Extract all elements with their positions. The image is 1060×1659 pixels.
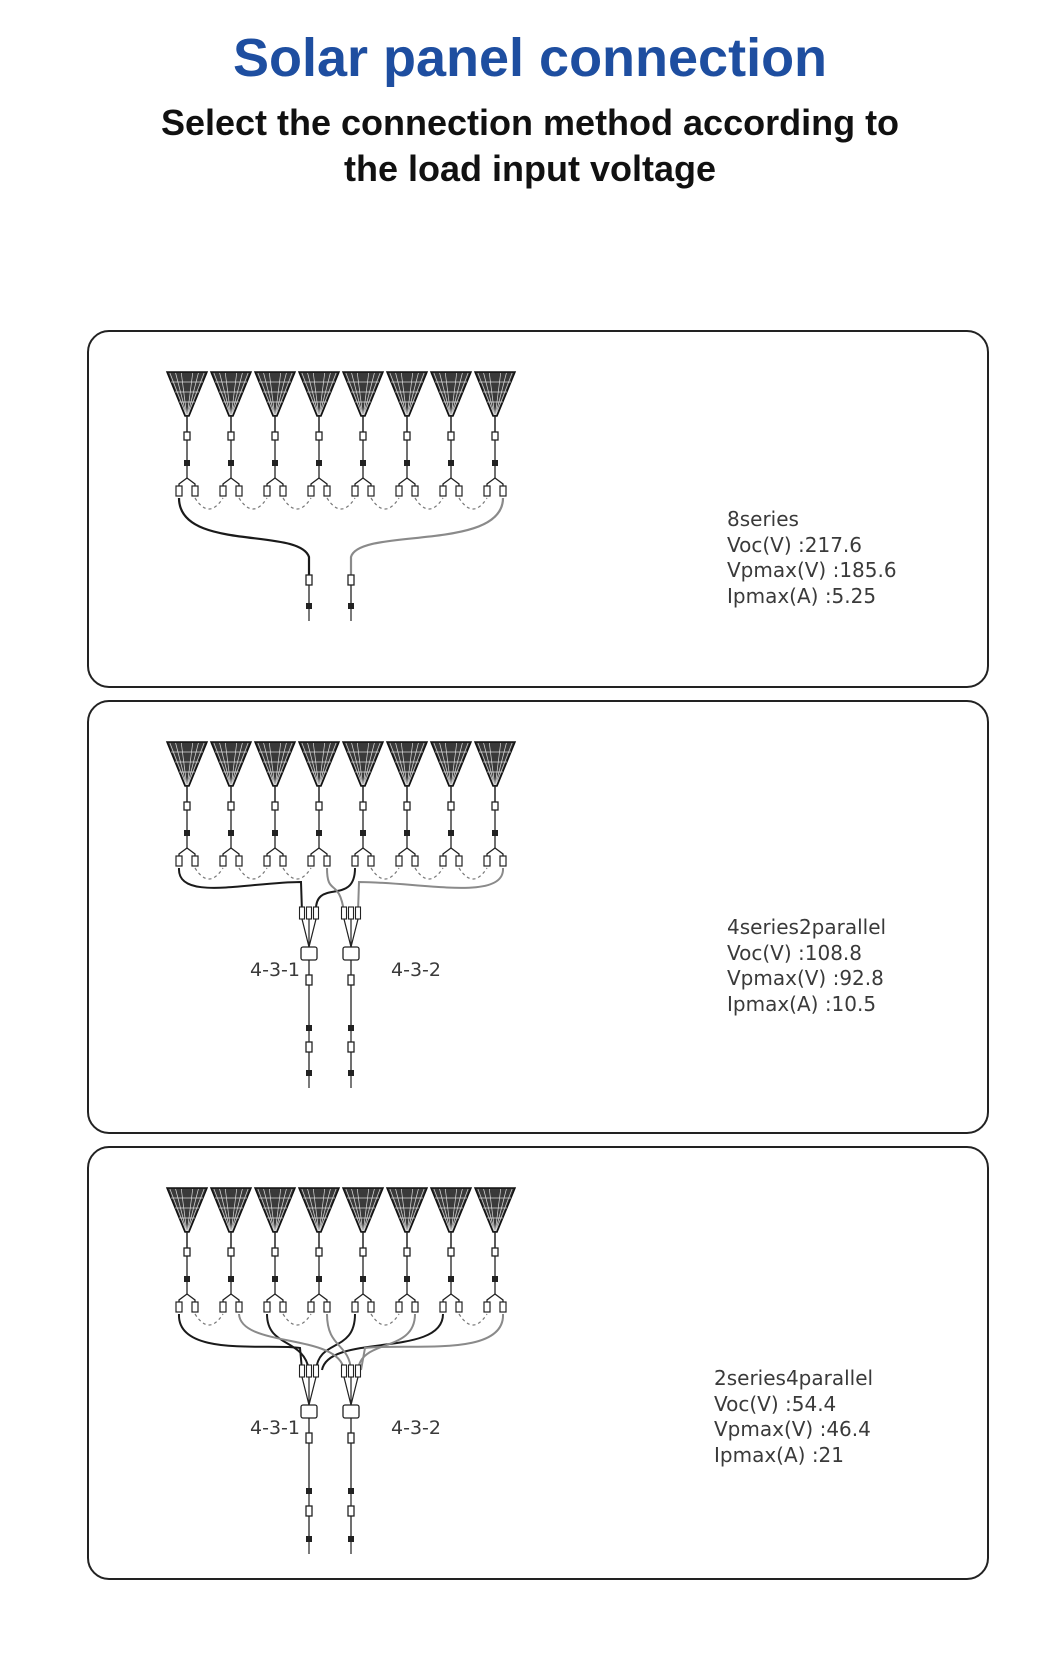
series-jumper [327, 498, 355, 509]
specs-block [714, 1366, 873, 1468]
series-jumper [459, 868, 487, 879]
page-title: Solar panel connection [232, 28, 828, 88]
spec-config: 2series4parallel [714, 1366, 874, 1390]
series-jumper [239, 498, 267, 509]
mc4-connector-icon [348, 975, 354, 1043]
branch-label-left: 4-3-1 [250, 1417, 300, 1439]
spec-config: 8series [727, 507, 799, 531]
mc4-connector-icon [306, 1042, 312, 1088]
subtitle-line-2: the load input voltage [343, 148, 716, 189]
solar-panel-icon [255, 1188, 295, 1312]
branch-connector-icon [300, 1365, 319, 1433]
solar-panel-icon [211, 1188, 251, 1312]
spec-voc: Voc(V) :54.4 [714, 1391, 837, 1416]
series-jumper [283, 498, 311, 509]
specs-block [727, 915, 886, 1017]
specs-block [727, 507, 897, 609]
spec-voc: Voc(V) :108.8 [727, 940, 862, 965]
series-jumper [371, 498, 399, 509]
solar-panel-icon [299, 742, 339, 866]
series-jumper [283, 868, 311, 879]
mc4-connector-icon [348, 575, 354, 621]
solar-panel-icon [167, 1188, 207, 1312]
solar-panel-icon [387, 742, 427, 866]
diagram-card-8series [87, 330, 989, 688]
series-jumper [415, 868, 443, 879]
series-jumper [415, 498, 443, 509]
solar-panel-icon [431, 1188, 471, 1312]
solar-panel-icon [255, 372, 295, 496]
series-jumper [239, 868, 267, 879]
spec-vpmax: Vpmax(V) :92.8 [727, 966, 884, 990]
series-jumper [195, 868, 223, 879]
solar-panel-icon [343, 372, 383, 496]
branch-connector-icon [342, 907, 361, 975]
series-jumper [195, 498, 223, 509]
series-jumper [283, 1314, 311, 1325]
series-jumper [459, 1314, 487, 1325]
diagram-card-4series2parallel [87, 700, 989, 1134]
solar-panel-icon [167, 742, 207, 866]
mc4-connector-icon [348, 1042, 354, 1088]
mc4-connector-icon [306, 1506, 312, 1554]
solar-panel-icon [167, 372, 207, 496]
branch-label-left: 4-3-1 [250, 959, 300, 981]
branch-connector-icon [300, 907, 319, 975]
solar-panel-icon [475, 372, 515, 496]
solar-panel-icon [431, 372, 471, 496]
spec-config: 4series2parallel [727, 915, 887, 939]
solar-panel-icon [387, 372, 427, 496]
solar-panel-icon [299, 1188, 339, 1312]
solar-panel-icon [475, 1188, 515, 1312]
spec-ipmax: Ipmax(A) :5.25 [727, 583, 877, 608]
series-jumper [371, 1314, 399, 1325]
solar-panel-icon [299, 372, 339, 496]
solar-panel-icon [475, 742, 515, 866]
mc4-connector-icon [348, 1506, 354, 1554]
solar-panel-icon [343, 1188, 383, 1312]
solar-panel-icon [255, 742, 295, 866]
mc4-connector-icon [306, 1433, 312, 1506]
solar-panel-icon [211, 742, 251, 866]
series-jumper [459, 498, 487, 509]
series-jumper [195, 1314, 223, 1325]
mc4-connector-icon [306, 575, 312, 621]
diagram-card-2series4parallel [87, 1146, 989, 1580]
spec-vpmax: Vpmax(V) :185.6 [727, 558, 897, 582]
spec-ipmax: Ipmax(A) :10.5 [727, 991, 877, 1016]
mc4-connector-icon [348, 1433, 354, 1506]
page-subtitle [0, 100, 1060, 192]
spec-ipmax: Ipmax(A) :21 [714, 1442, 844, 1467]
branch-label-right: 4-3-2 [391, 959, 441, 981]
branch-connector-icon [342, 1365, 361, 1433]
solar-panel-icon [343, 742, 383, 866]
branch-label-right: 4-3-2 [391, 1417, 441, 1439]
solar-panel-icon [211, 372, 251, 496]
solar-panel-icon [387, 1188, 427, 1312]
solar-panel-icon [431, 742, 471, 866]
subtitle-line-1: Select the connection method according to [160, 102, 900, 143]
mc4-connector-icon [306, 975, 312, 1043]
spec-voc: Voc(V) :217.6 [727, 532, 862, 557]
wiring-diagram-2series4parallel [89, 1148, 987, 1578]
series-jumper [371, 868, 399, 879]
spec-vpmax: Vpmax(V) :46.4 [714, 1417, 871, 1441]
